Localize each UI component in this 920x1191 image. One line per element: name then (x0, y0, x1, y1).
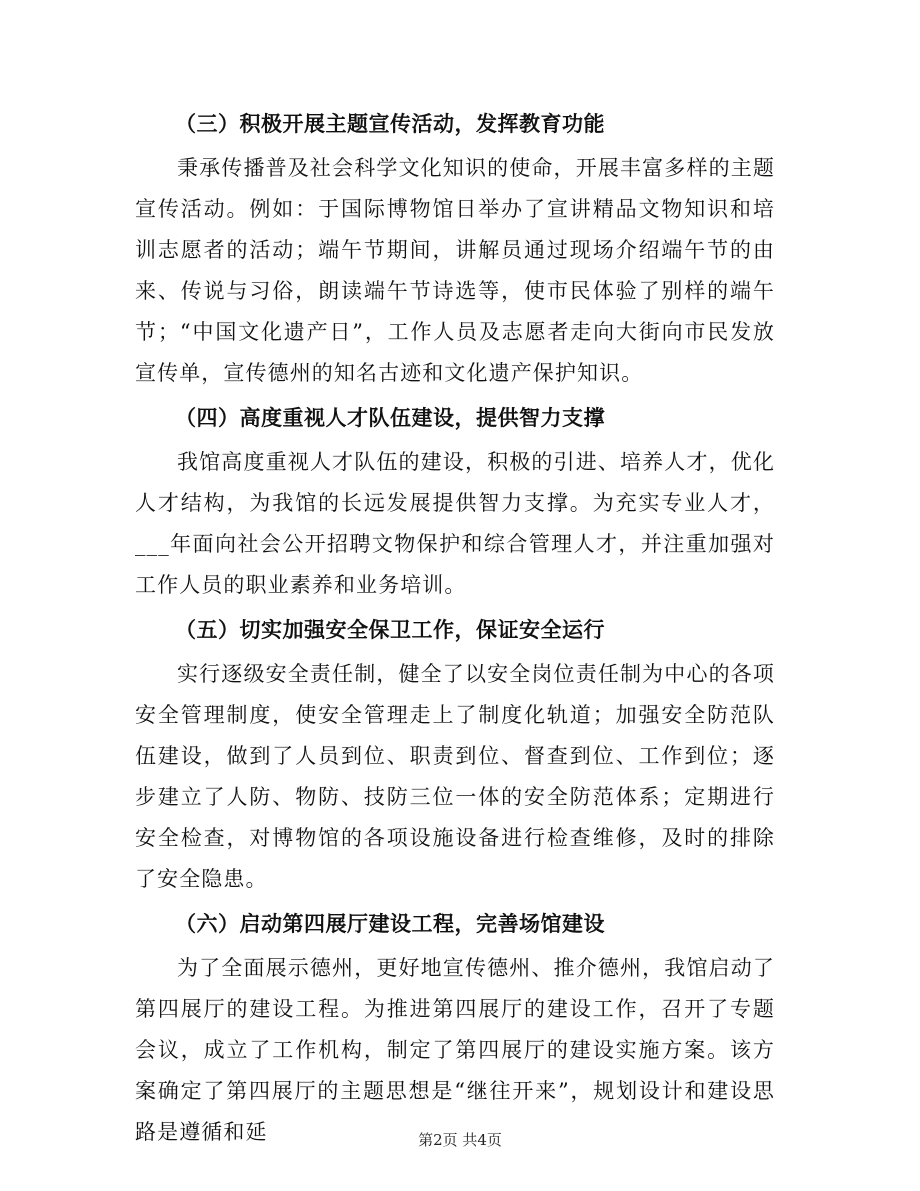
section-paragraph: 秉承传播普及社会科学文化知识的使命，开展丰富多样的主题宣传活动。例如：于国际博物馆日举办了宣讲精品文物知识和培训志愿者的活动；端午节期间，讲解员通过现场介绍端午节的由来、传说与习俗，朗读端午节诗选等，使市民体验了别样的端午节；“中国文化遗产日”，工作人员及志愿者走向大街向市民发放宣传单，宣传德州的知名古迹和文化遗产保护知识。 (135, 156, 775, 385)
section-heading: （五）切实加强安全保卫工作，保证安全运行 (175, 617, 605, 642)
section-paragraph: 为了全面展示德州，更好地宣传德州、推介德州，我馆启动了第四展厅的建设工程。为推进第四展厅的建设工作，召开了专题会议，成立了工作机构，制定了第四展厅的建设实施方案。该方案确定了第四展厅的主题思想是“继往开来”，规划设计和建设思路是遵循和延 (135, 956, 775, 1144)
section-6 (135, 902, 775, 1153)
section-paragraph: 我馆高度重视人才队伍的建设，积极的引进、培养人才，优化人才结构，为我馆的长远发展提供智力支撑。为充实专业人才，___年面向社会公开招聘文物保护和综合管理人才，并注重加强对工作人员的职业素养和业务培训。 (135, 450, 775, 597)
document-body (135, 102, 775, 1155)
section-heading: （六）启动第四展厅建设工程，完善场馆建设 (175, 911, 605, 936)
section-5 (135, 608, 775, 900)
section-4 (135, 396, 775, 606)
section-paragraph: 实行逐级安全责任制，健全了以安全岗位责任制为中心的各项安全管理制度，使安全管理走上了制度化轨道；加强安全防范队伍建设，做到了人员到位、职责到位、督查到位、工作到位；逐步建立了人防、物防、技防三位一体的安全防范体系；定期进行安全检查，对博物馆的各项设施设备进行检查维修，及时的排除了安全隐患。 (135, 662, 775, 891)
page-number-footer: 第2页 共4页 (418, 1131, 502, 1149)
section-heading: （三）积极开展主题宣传活动，发挥教育功能 (175, 111, 605, 136)
section-heading: （四）高度重视人才队伍建设，提供智力支撑 (175, 405, 605, 430)
section-3 (135, 102, 775, 394)
